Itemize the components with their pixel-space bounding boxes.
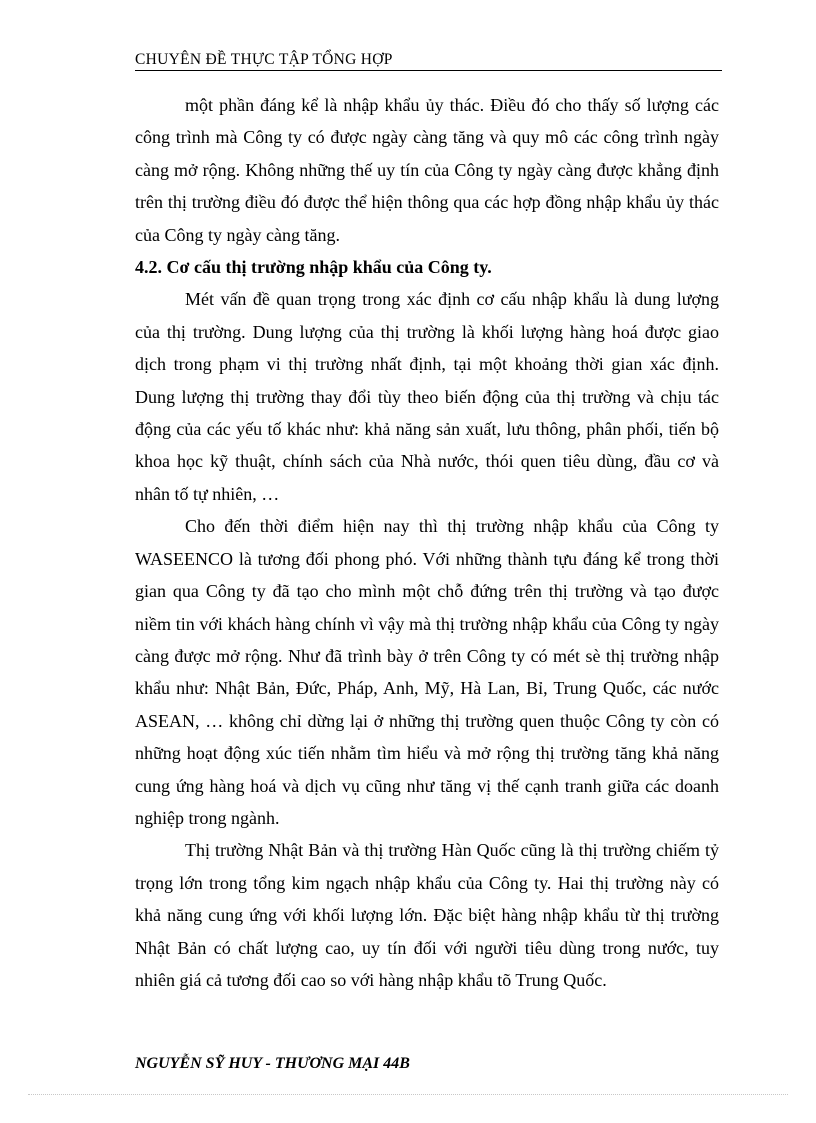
paragraph-import-markets: Cho đến thời điểm hiện nay thì thị trường nhập khẩu của Công ty WASEENCO là tương đối phong phó. Với những thành tựu đáng kể trong thời gian qua Công ty đã tạo cho mình một chỗ đứng trên thị trường và tạo được niềm tin với khách hàng chính vì vậy mà thị trường nhập khẩu của Công ty ngày càng được mở rộng. Như đã trình bày ở trên Công ty có mét sè thị trường nhập khẩu như: Nhật Bản, Đức, Pháp, Anh, Mỹ, Hà Lan, Bỉ, Trung Quốc, các nước ASEAN, … không chỉ dừng lại ở những thị trường quen thuộc Công ty còn có những hoạt động xúc tiến nhằm tìm hiểu và mở rộng thị trường tăng khả năng cung ứng hàng hoá và dịch vụ cũng như tăng vị thế cạnh tranh giữa các doanh nghiệp trong ngành.	[135, 516, 719, 828]
paragraph-japan-korea: Thị trường Nhật Bản và thị trường Hàn Quốc cũng là thị trường chiếm tỷ trọng lớn trong tổng kim ngạch nhập khẩu của Công ty. Hai thị trường này có khả năng cung ứng với khối lượng lớn. Đặc biệt hàng nhập khẩu từ thị trường Nhật Bản có chất lượng cao, uy tín đối với người tiêu dùng trong nước, tuy nhiên giá cả tương đối cao so với hàng nhập khẩu tõ Trung Quốc.	[135, 840, 719, 990]
paragraph-continuation: một phần đáng kể là nhập khẩu ủy thác. Điều đó cho thấy số lượng các công trình mà Công ty có được ngày càng tăng và quy mô các công trình ngày càng mở rộng. Không những thế uy tín của Công ty ngày càng được khẳng định trên thị trường điều đó được thể hiện thông qua các hợp đồng nhập khẩu ủy thác của Công ty ngày càng tăng.	[135, 95, 719, 245]
page-footer: NGUYỄN SỸ HUY - THƯƠNG MẠI 44B	[135, 1055, 410, 1072]
page-header: CHUYÊN ĐỀ THỰC TẬP TỔNG HỢP	[135, 50, 722, 71]
page-bottom-divider	[28, 1094, 788, 1095]
paragraph-market-capacity: Mét vấn đề quan trọng trong xác định cơ cấu nhập khẩu là dung lượng của thị trường. Dung lượng của thị trường là khối lượng hàng hoá được giao dịch trong phạm vi thị trường nhất định, tại một khoảng thời gian xác định. Dung lượng thị trường thay đổi tùy theo biến động của thị trường và chịu tác động của các yếu tố khác như: khả năng sản xuất, lưu thông, phân phối, tiến bộ khoa học kỹ thuật, chính sách của Nhà nước, thói quen tiêu dùng, đầu cơ và nhân tố tự nhiên, …	[135, 289, 719, 504]
document-body	[135, 89, 719, 996]
section-heading: 4.2. Cơ cấu thị trường nhập khẩu của Công ty.	[135, 257, 492, 278]
